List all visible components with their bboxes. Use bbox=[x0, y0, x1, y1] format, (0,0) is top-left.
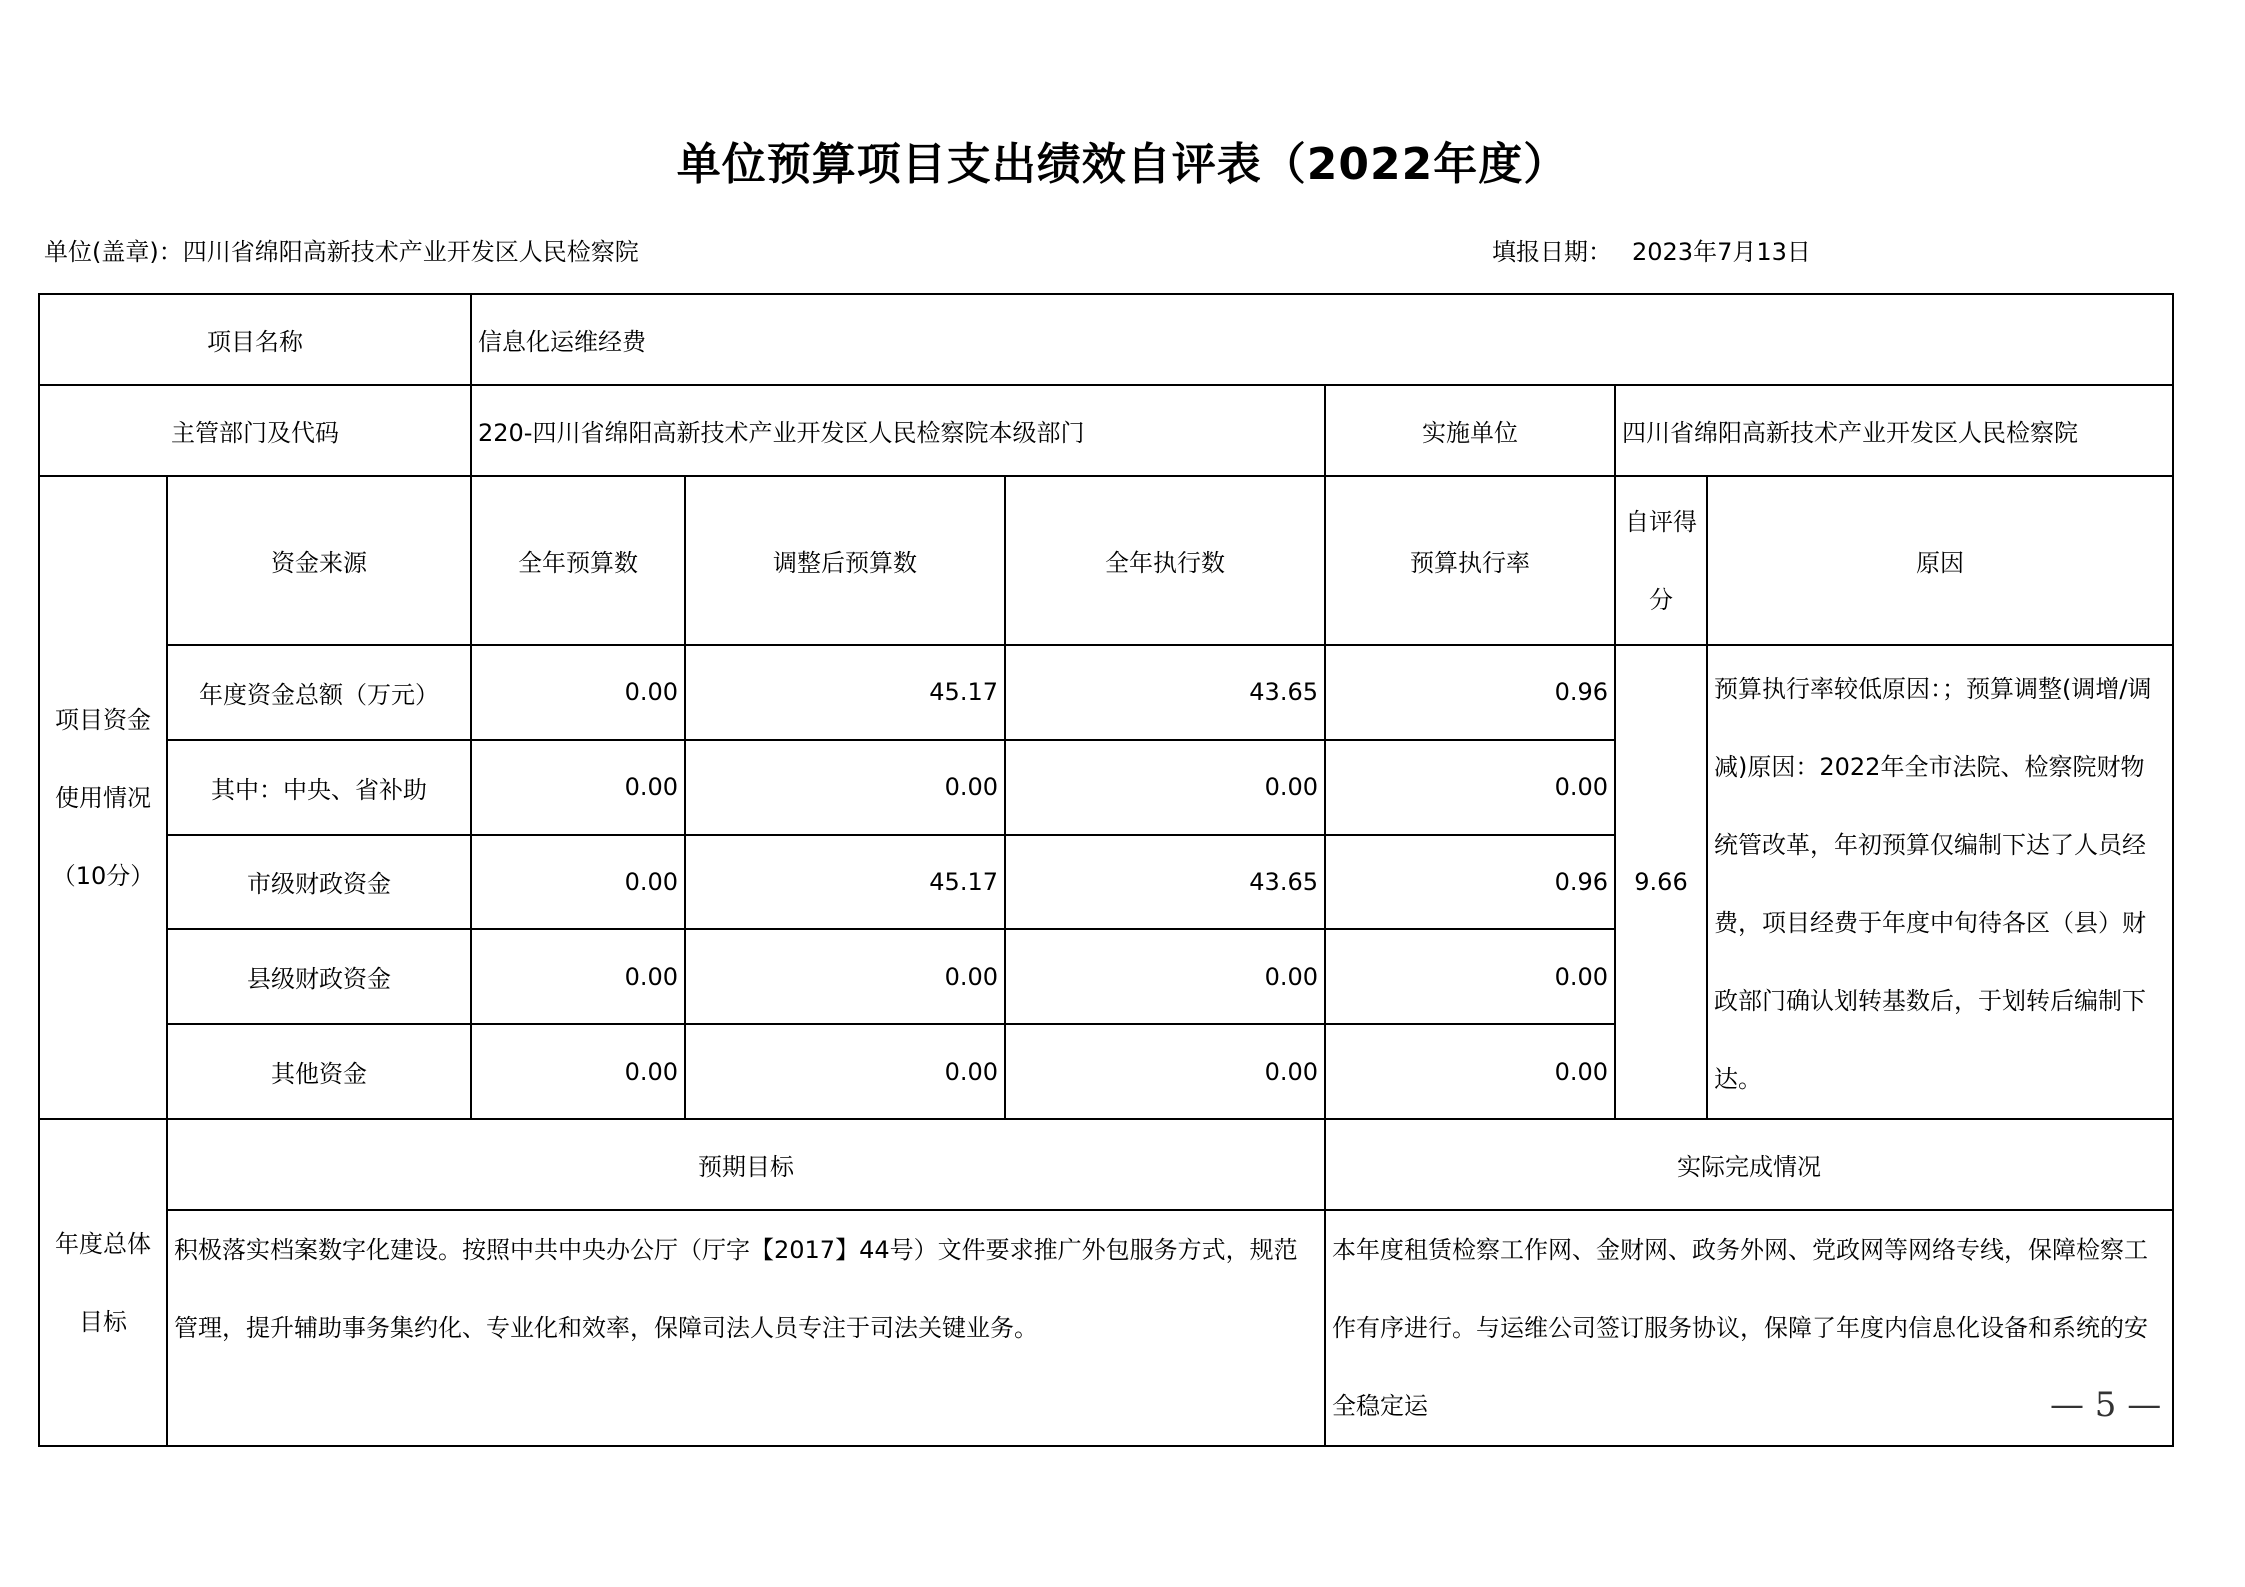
row-annual-exec: 0.00 bbox=[1005, 740, 1325, 835]
actual-result-header: 实际完成情况 bbox=[1325, 1119, 2173, 1210]
impl-unit-label: 实施单位 bbox=[1325, 385, 1615, 476]
date-value: 2023年7月13日 bbox=[1632, 238, 1811, 266]
unit-label: 单位(盖章)： bbox=[44, 238, 183, 266]
header-score: 自评得分 bbox=[1615, 476, 1707, 645]
impl-unit-value: 四川省绵阳高新技术产业开发区人民检察院 bbox=[1615, 385, 2173, 476]
row-annual-budget: 0.00 bbox=[471, 835, 685, 930]
row-exec-rate: 0.00 bbox=[1325, 929, 1615, 1024]
row-annual-budget: 0.00 bbox=[471, 740, 685, 835]
funds-header-row bbox=[39, 476, 2173, 645]
row-annual-exec: 43.65 bbox=[1005, 645, 1325, 740]
goals-header-row bbox=[39, 1119, 2173, 1210]
row-adjusted-budget: 0.00 bbox=[685, 929, 1005, 1024]
goals-content-row bbox=[39, 1210, 2173, 1446]
row-annual-exec: 0.00 bbox=[1005, 1024, 1325, 1119]
row-adjusted-budget: 45.17 bbox=[685, 835, 1005, 930]
actual-result-text: 本年度租赁检察工作网、金财网、政务外网、党政网等网络专线，保障检察工作有序进行。与运维公司签订服务协议，保障了年度内信息化设备和系统的安全稳定运 bbox=[1325, 1210, 2173, 1446]
header-reason: 原因 bbox=[1707, 476, 2173, 645]
table-row bbox=[39, 645, 2173, 740]
self-score: 9.66 bbox=[1615, 645, 1707, 1119]
project-name-row bbox=[39, 294, 2173, 385]
row-exec-rate: 0.00 bbox=[1325, 740, 1615, 835]
expected-goal-header: 预期目标 bbox=[167, 1119, 1325, 1210]
expected-goal-text: 积极落实档案数字化建设。按照中共中央办公厅（厅字【2017】44号）文件要求推广外包服务方式，规范管理，提升辅助事务集约化、专业化和效率，保障司法人员专注于司法关键业务。 bbox=[167, 1210, 1325, 1446]
row-annual-exec: 0.00 bbox=[1005, 929, 1325, 1024]
unit-value: 四川省绵阳高新技术产业开发区人民检察院 bbox=[182, 238, 639, 266]
row-annual-exec: 43.65 bbox=[1005, 835, 1325, 930]
row-source: 市级财政资金 bbox=[167, 835, 471, 930]
row-exec-rate: 0.96 bbox=[1325, 645, 1615, 740]
row-exec-rate: 0.00 bbox=[1325, 1024, 1615, 1119]
project-name-value: 信息化运维经费 bbox=[471, 294, 2173, 385]
header-annual-exec: 全年执行数 bbox=[1005, 476, 1325, 645]
row-exec-rate: 0.96 bbox=[1325, 835, 1615, 930]
row-source: 县级财政资金 bbox=[167, 929, 471, 1024]
header-annual-budget: 全年预算数 bbox=[471, 476, 685, 645]
dept-value: 220-四川省绵阳高新技术产业开发区人民检察院本级部门 bbox=[471, 385, 1325, 476]
header-adjusted-budget: 调整后预算数 bbox=[685, 476, 1005, 645]
page-number: — 5 — bbox=[2050, 1385, 2162, 1425]
funds-section-label: 项目资金使用情况（10分） bbox=[39, 476, 167, 1119]
performance-table bbox=[38, 293, 2174, 1447]
unit-line bbox=[44, 232, 639, 267]
row-annual-budget: 0.00 bbox=[471, 1024, 685, 1119]
row-source: 年度资金总额（万元） bbox=[167, 645, 471, 740]
reason-text: 预算执行率较低原因：；预算调整(调增/调减)原因：2022年全市法院、检察院财物统管改革，年初预算仅编制下达了人员经费，项目经费于年度中旬待各区（县）财政部门确认划转基数后，于划转后编制下达。 bbox=[1707, 645, 2173, 1119]
header-source: 资金来源 bbox=[167, 476, 471, 645]
row-source: 其中：中央、省补助 bbox=[167, 740, 471, 835]
dept-row bbox=[39, 385, 2173, 476]
dept-label: 主管部门及代码 bbox=[39, 385, 471, 476]
row-source: 其他资金 bbox=[167, 1024, 471, 1119]
row-annual-budget: 0.00 bbox=[471, 929, 685, 1024]
row-annual-budget: 0.00 bbox=[471, 645, 685, 740]
row-adjusted-budget: 0.00 bbox=[685, 740, 1005, 835]
header-exec-rate: 预算执行率 bbox=[1325, 476, 1615, 645]
goals-section-label: 年度总体目标 bbox=[39, 1119, 167, 1446]
row-adjusted-budget: 45.17 bbox=[685, 645, 1005, 740]
row-adjusted-budget: 0.00 bbox=[685, 1024, 1005, 1119]
date-label: 填报日期： bbox=[1492, 238, 1612, 266]
page-title: 单位预算项目支出绩效自评表（2022年度） bbox=[676, 139, 1569, 190]
date-line bbox=[1492, 232, 1811, 267]
project-name-label: 项目名称 bbox=[39, 294, 471, 385]
